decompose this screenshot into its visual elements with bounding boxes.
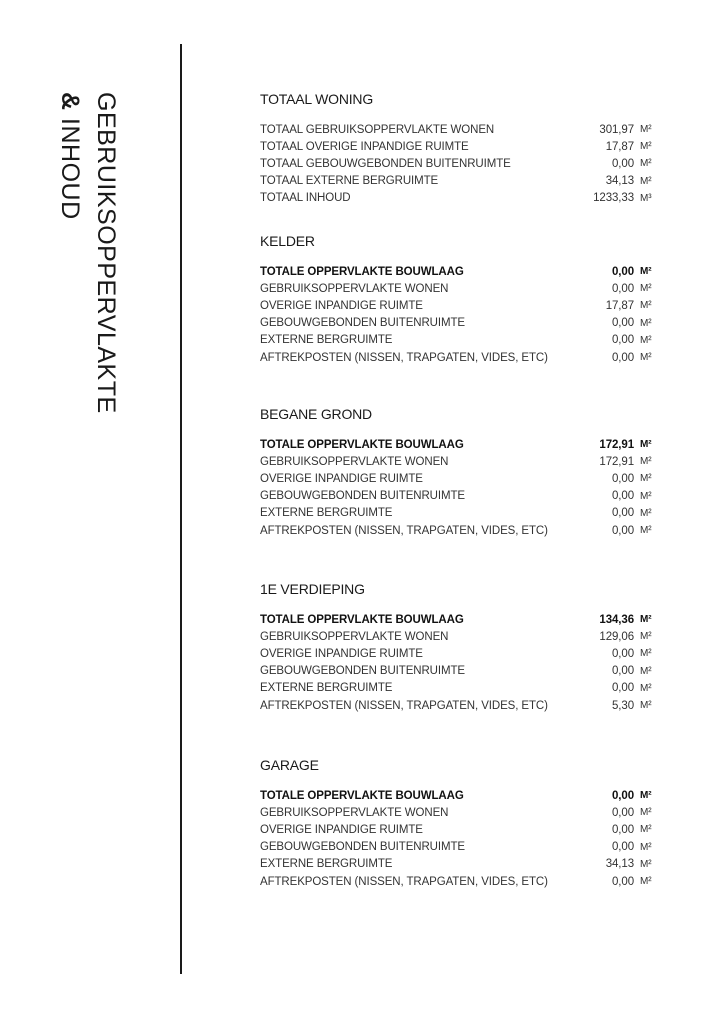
row-unit: M² <box>640 124 652 136</box>
row-label: OVERIGE INPANDIGE RUIMTE <box>260 647 423 660</box>
row-label: TOTAAL GEBRUIKSOPPERVLAKTE WONEN <box>260 123 495 136</box>
row-label: TOTALE OPPERVLAKTE BOUWLAAG <box>260 265 464 278</box>
row-label: GEBRUIKSOPPERVLAKTE WONEN <box>260 455 449 468</box>
row-value: 17,87 <box>605 299 634 312</box>
table-row <box>260 856 660 873</box>
row-value: 34,13 <box>605 175 634 188</box>
row-label: OVERIGE INPANDIGE RUIMTE <box>260 823 423 836</box>
table-row <box>260 121 660 138</box>
row-label: EXTERNE BERGRUIMTE <box>260 682 393 695</box>
row-value: 129,06 <box>599 630 634 643</box>
row-label: OVERIGE INPANDIGE RUIMTE <box>260 472 423 485</box>
section-title: BEGANE GROND <box>260 406 372 422</box>
table-row <box>260 645 660 662</box>
row-value: 0,00 <box>612 841 634 854</box>
row-value: 0,00 <box>612 490 634 503</box>
row-label: AFTREKPOSTEN (NISSEN, TRAPGATEN, VIDES, ETC) <box>260 351 548 364</box>
row-label: TOTALE OPPERVLAKTE BOUWLAAG <box>260 613 464 626</box>
row-label: GEBRUIKSOPPERVLAKTE WONEN <box>260 282 449 295</box>
table-row <box>260 821 660 838</box>
row-value: 0,00 <box>612 507 634 520</box>
row-label: OVERIGE INPANDIGE RUIMTE <box>260 299 423 312</box>
row-unit: M² <box>640 283 652 295</box>
table-row-total <box>260 263 660 280</box>
row-unit: M² <box>640 352 652 364</box>
table-row <box>260 522 660 539</box>
row-value: 134,36 <box>599 613 634 626</box>
section-title: KELDER <box>260 233 315 249</box>
row-value: 0,00 <box>612 282 634 295</box>
row-label: TOTAAL INHOUD <box>260 192 351 205</box>
row-value: 0,00 <box>612 334 634 347</box>
row-value: 0,00 <box>612 317 634 330</box>
row-value: 0,00 <box>612 351 634 364</box>
vertical-divider <box>180 44 182 974</box>
table-row <box>260 804 660 821</box>
row-unit: M² <box>640 317 652 329</box>
table-row <box>260 839 660 856</box>
row-unit: M² <box>640 876 652 888</box>
row-unit: M² <box>640 807 652 819</box>
row-label: TOTAAL OVERIGE INPANDIGE RUIMTE <box>260 140 469 153</box>
table-row-total <box>260 787 660 804</box>
row-value: 0,00 <box>612 682 634 695</box>
row-value: 0,00 <box>612 524 634 537</box>
table-row <box>260 873 660 890</box>
row-unit: M² <box>640 700 652 712</box>
row-value: 34,13 <box>605 858 634 871</box>
row-unit: M² <box>640 507 652 519</box>
row-unit: M² <box>640 473 652 485</box>
page-title <box>52 92 124 414</box>
section-title: 1E VERDIEPING <box>260 581 365 597</box>
row-label: EXTERNE BERGRUIMTE <box>260 858 393 871</box>
row-label: TOTAAL EXTERNE BERGRUIMTE <box>260 175 439 188</box>
row-value: 0,00 <box>612 157 634 170</box>
row-value: 0,00 <box>612 472 634 485</box>
row-unit: M² <box>640 456 652 468</box>
table-row <box>260 332 660 349</box>
row-value: 0,00 <box>612 875 634 888</box>
section-begane-grond <box>260 404 660 539</box>
table-row <box>260 190 660 207</box>
row-unit: M² <box>640 175 652 187</box>
row-unit: M² <box>640 490 652 502</box>
row-label: GEBOUWGEBONDEN BUITENRUIMTE <box>260 317 465 330</box>
table-row <box>260 349 660 366</box>
section-title: GARAGE <box>260 757 319 773</box>
row-label: TOTAAL GEBOUWGEBONDEN BUITENRUIMTE <box>260 157 511 170</box>
row-unit: M² <box>640 631 652 643</box>
row-unit: M² <box>640 648 652 660</box>
row-unit: M² <box>640 266 652 278</box>
section-kelder <box>260 231 660 366</box>
table-row <box>260 697 660 714</box>
row-unit: M² <box>640 158 652 170</box>
title-line-inhoud: INHOUD <box>56 118 84 220</box>
row-label: EXTERNE BERGRUIMTE <box>260 334 393 347</box>
table-row <box>260 138 660 155</box>
row-unit: M² <box>640 334 652 346</box>
row-value: 0,00 <box>612 665 634 678</box>
table-row-total <box>260 611 660 628</box>
title-line-gebruiksoppervlakte: GEBRUIKSOPPERVLAKTE <box>92 92 120 414</box>
table-row <box>260 280 660 297</box>
table-row <box>260 680 660 697</box>
row-value: 172,91 <box>599 455 634 468</box>
table-row <box>260 505 660 522</box>
section-1e-verdieping <box>260 579 660 714</box>
row-label: AFTREKPOSTEN (NISSEN, TRAPGATEN, VIDES, ETC) <box>260 875 548 888</box>
row-label: AFTREKPOSTEN (NISSEN, TRAPGATEN, VIDES, ETC) <box>260 699 548 712</box>
row-unit: M² <box>640 841 652 853</box>
row-unit: M² <box>640 300 652 312</box>
table-row-total <box>260 436 660 453</box>
table-row <box>260 628 660 645</box>
row-unit: M² <box>640 858 652 870</box>
row-value: 5,30 <box>612 699 634 712</box>
row-label: GEBRUIKSOPPERVLAKTE WONEN <box>260 806 449 819</box>
row-unit: M² <box>640 682 652 694</box>
table-row <box>260 663 660 680</box>
row-unit: M² <box>640 439 652 451</box>
row-value: 1233,33 <box>593 192 634 205</box>
row-label: AFTREKPOSTEN (NISSEN, TRAPGATEN, VIDES, ETC) <box>260 524 548 537</box>
row-label: TOTALE OPPERVLAKTE BOUWLAAG <box>260 789 464 802</box>
row-label: GEBOUWGEBONDEN BUITENRUIMTE <box>260 490 465 503</box>
row-value: 0,00 <box>612 806 634 819</box>
row-label: GEBOUWGEBONDEN BUITENRUIMTE <box>260 665 465 678</box>
row-label: GEBRUIKSOPPERVLAKTE WONEN <box>260 630 449 643</box>
row-label: TOTALE OPPERVLAKTE BOUWLAAG <box>260 438 464 451</box>
title-ampersand: & <box>56 92 84 111</box>
table-row <box>260 453 660 470</box>
section-title: TOTAAL WONING <box>260 91 374 107</box>
row-value: 0,00 <box>612 823 634 836</box>
section-garage <box>260 755 660 890</box>
table-row <box>260 173 660 190</box>
table-row <box>260 315 660 332</box>
row-label: GEBOUWGEBONDEN BUITENRUIMTE <box>260 841 465 854</box>
row-unit: M² <box>640 525 652 537</box>
row-unit: M³ <box>640 192 652 204</box>
section-totaal-woning <box>260 89 660 207</box>
row-value: 17,87 <box>605 140 634 153</box>
row-value: 0,00 <box>612 789 634 802</box>
row-unit: M² <box>640 665 652 677</box>
row-value: 301,97 <box>599 123 634 136</box>
table-row <box>260 488 660 505</box>
row-unit: M² <box>640 824 652 836</box>
row-unit: M² <box>640 614 652 626</box>
table-row <box>260 155 660 172</box>
row-unit: M² <box>640 141 652 153</box>
row-value: 0,00 <box>612 647 634 660</box>
table-row <box>260 470 660 487</box>
row-value: 172,91 <box>599 438 634 451</box>
table-row <box>260 297 660 314</box>
row-unit: M² <box>640 790 652 802</box>
row-value: 0,00 <box>612 265 634 278</box>
row-label: EXTERNE BERGRUIMTE <box>260 507 393 520</box>
